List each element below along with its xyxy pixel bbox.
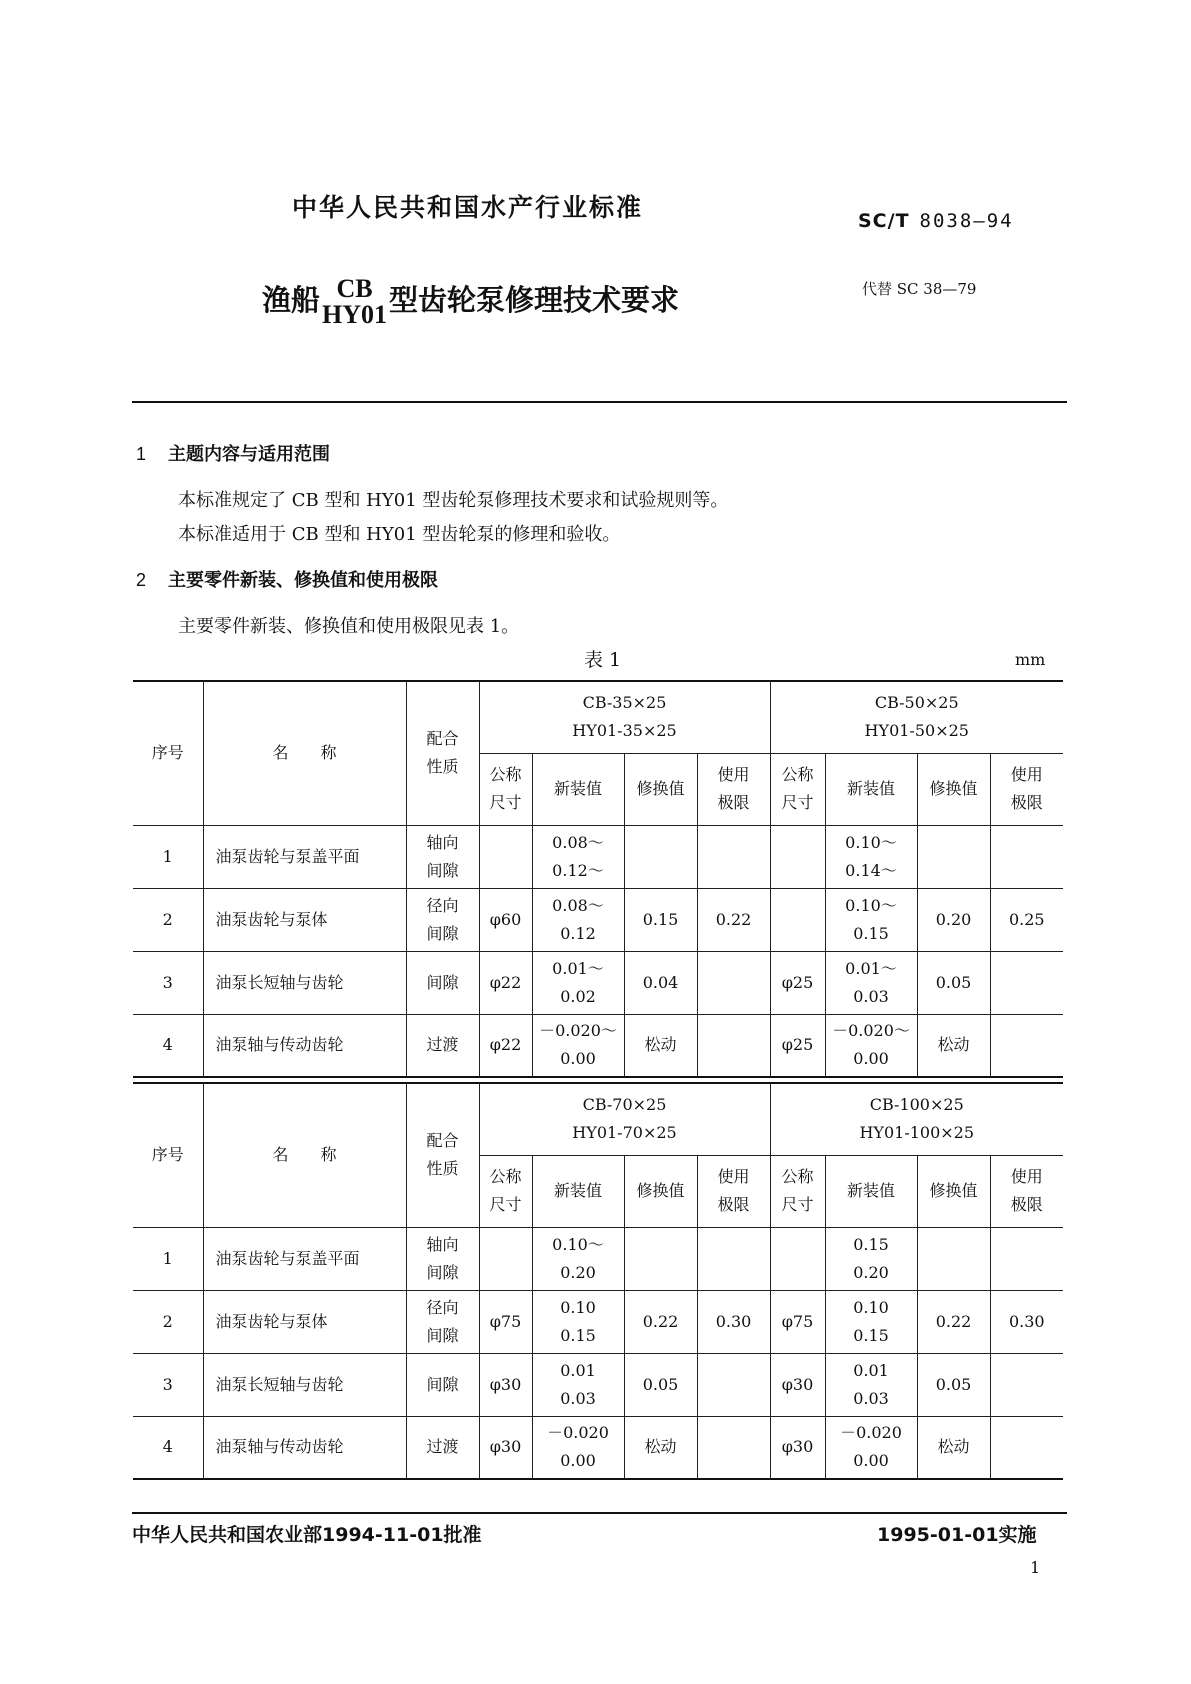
table-cell: φ30 — [770, 1353, 825, 1416]
table-cell: 油泵齿轮与泵体 — [203, 1290, 406, 1353]
table-cell — [697, 1353, 770, 1416]
table-cell: φ22 — [479, 1014, 532, 1077]
table-unit: mm — [1015, 650, 1046, 669]
table-cell — [697, 1227, 770, 1290]
subheader-cell: 修换值 — [917, 753, 990, 825]
table-cell: 0.10～ 0.14～ — [825, 825, 917, 888]
header-rule — [132, 401, 1067, 403]
title-suffix: 型齿轮泵修理技术要求 — [389, 283, 680, 317]
table-cell: 3 — [133, 951, 203, 1014]
table-block — [133, 680, 1063, 1078]
table-cell: 过渡 — [406, 1014, 479, 1077]
table-cell: 0.22 — [624, 1290, 697, 1353]
table-cell: 0.10～ 0.15 — [825, 888, 917, 951]
table-cell — [990, 951, 1063, 1014]
header-fit: 配合 性质 — [406, 681, 479, 825]
table-cell: 0.01 0.03 — [532, 1353, 624, 1416]
table-cell: 松动 — [624, 1014, 697, 1077]
table-cell: 0.15 — [624, 888, 697, 951]
table-cell: 0.30 — [697, 1290, 770, 1353]
subheader-cell: 使用 极限 — [697, 753, 770, 825]
subheader-cell: 公称 尺寸 — [479, 1155, 532, 1227]
subheader-cell: 修换值 — [917, 1155, 990, 1227]
table-cell: φ30 — [479, 1353, 532, 1416]
table-cell: 0.20 — [917, 888, 990, 951]
table-cell: 0.10 0.15 — [825, 1290, 917, 1353]
header-row — [133, 681, 1063, 753]
table-cell: 1 — [133, 1227, 203, 1290]
subheader-cell: 新装值 — [825, 753, 917, 825]
title-prefix: 渔船 — [262, 283, 321, 317]
header-seq: 序号 — [133, 1083, 203, 1227]
table-cell: －0.020～ 0.00 — [532, 1014, 624, 1077]
table-cell — [479, 1227, 532, 1290]
subheader-cell: 新装值 — [532, 753, 624, 825]
page-number: 1 — [1030, 1558, 1041, 1577]
table-cell: 2 — [133, 1290, 203, 1353]
table-row — [133, 888, 1063, 951]
table-cell: 0.05 — [917, 951, 990, 1014]
table-cell: －0.020～ 0.00 — [825, 1014, 917, 1077]
table-cell — [697, 951, 770, 1014]
paragraph: 主要零件新装、修换值和使用极限见表 1。 — [178, 616, 520, 637]
table-cell: 0.08～ 0.12 — [532, 888, 624, 951]
table-cell — [990, 1227, 1063, 1290]
table-cell: 油泵轴与传动齿轮 — [203, 1416, 406, 1479]
table-cell: 0.05 — [624, 1353, 697, 1416]
effective-date: 1995-01-01实施 — [877, 1524, 1037, 1546]
table-cell: 径向 间隙 — [406, 888, 479, 951]
table-row — [133, 951, 1063, 1014]
table-row — [133, 1227, 1063, 1290]
table-cell: φ25 — [770, 1014, 825, 1077]
document-title — [262, 276, 679, 328]
table-cell — [697, 1014, 770, 1077]
table-cell: 油泵齿轮与泵体 — [203, 888, 406, 951]
header-fit: 配合 性质 — [406, 1083, 479, 1227]
subheader-cell: 修换值 — [624, 1155, 697, 1227]
table-cell: φ75 — [479, 1290, 532, 1353]
subheader-cell: 新装值 — [825, 1155, 917, 1227]
subheader-cell: 使用 极限 — [990, 753, 1063, 825]
table-cell: 0.30 — [990, 1290, 1063, 1353]
table-cell: 轴向 间隙 — [406, 1227, 479, 1290]
table-block — [133, 1082, 1063, 1480]
paragraph: 本标准适用于 CB 型和 HY01 型齿轮泵的修理和验收。 — [178, 524, 621, 545]
table-cell — [624, 825, 697, 888]
table-cell: 油泵齿轮与泵盖平面 — [203, 1227, 406, 1290]
model-header: CB-35×25 HY01-35×25 — [479, 681, 770, 753]
model-header: CB-100×25 HY01-100×25 — [770, 1083, 1063, 1155]
table-cell — [990, 1416, 1063, 1479]
code-prefix: SC/T — [858, 210, 910, 232]
subheader-cell: 公称 尺寸 — [770, 1155, 825, 1227]
table-caption: 表 1 — [584, 649, 622, 671]
table-cell: 0.10～ 0.20 — [532, 1227, 624, 1290]
table-cell: 松动 — [917, 1416, 990, 1479]
table-cell: 0.22 — [917, 1290, 990, 1353]
header-name: 名 称 — [203, 1083, 406, 1227]
table-cell: 0.01～ 0.03 — [825, 951, 917, 1014]
subheader-cell: 公称 尺寸 — [770, 753, 825, 825]
table-cell: 0.04 — [624, 951, 697, 1014]
table-cell — [697, 1416, 770, 1479]
table-cell: 3 — [133, 1353, 203, 1416]
table-cell: 0.01～ 0.02 — [532, 951, 624, 1014]
table-cell: 4 — [133, 1416, 203, 1479]
table-cell: 0.10 0.15 — [532, 1290, 624, 1353]
table-cell: －0.020 0.00 — [532, 1416, 624, 1479]
table-row — [133, 825, 1063, 888]
table-cell: 0.25 — [990, 888, 1063, 951]
table-cell: 过渡 — [406, 1416, 479, 1479]
model-header: CB-50×25 HY01-50×25 — [770, 681, 1063, 753]
table-cell: φ30 — [479, 1416, 532, 1479]
table-cell: 0.15 0.20 — [825, 1227, 917, 1290]
table-cell: 4 — [133, 1014, 203, 1077]
table-cell: 油泵长短轴与齿轮 — [203, 951, 406, 1014]
table-cell — [624, 1227, 697, 1290]
table-cell: 轴向 间隙 — [406, 825, 479, 888]
table-row — [133, 1416, 1063, 1479]
table-cell: 油泵齿轮与泵盖平面 — [203, 825, 406, 888]
model-header: CB-70×25 HY01-70×25 — [479, 1083, 770, 1155]
subheader-cell: 使用 极限 — [990, 1155, 1063, 1227]
table-cell: 0.22 — [697, 888, 770, 951]
table-cell: 0.01 0.03 — [825, 1353, 917, 1416]
table-cell — [770, 825, 825, 888]
standard-code — [858, 210, 1014, 232]
standard-name: 中华人民共和国水产行业标准 — [292, 193, 644, 222]
code-number: 8038—94 — [919, 210, 1014, 232]
table-cell: 油泵长短轴与齿轮 — [203, 1353, 406, 1416]
section-heading-1: 1 主题内容与适用范围 — [136, 444, 330, 465]
table-cell: 2 — [133, 888, 203, 951]
table-cell: －0.020 0.00 — [825, 1416, 917, 1479]
table-cell — [479, 825, 532, 888]
header-row — [133, 1083, 1063, 1155]
title-sub: HY01 — [322, 300, 388, 329]
header-name: 名 称 — [203, 681, 406, 825]
table-cell — [990, 825, 1063, 888]
table-cell — [917, 1227, 990, 1290]
table-cell: 松动 — [624, 1416, 697, 1479]
table-cell: φ75 — [770, 1290, 825, 1353]
title-super: CB — [336, 274, 373, 303]
subheader-cell: 使用 极限 — [697, 1155, 770, 1227]
table-cell — [917, 825, 990, 888]
table-row — [133, 1014, 1063, 1077]
table-cell: 0.08～ 0.12～ — [532, 825, 624, 888]
table-cell — [770, 1227, 825, 1290]
table-cell: 松动 — [917, 1014, 990, 1077]
subheader-cell: 修换值 — [624, 753, 697, 825]
paragraph: 本标准规定了 CB 型和 HY01 型齿轮泵修理技术要求和试验规则等。 — [178, 490, 729, 511]
table-cell — [990, 1014, 1063, 1077]
table-cell: 0.05 — [917, 1353, 990, 1416]
table-cell — [990, 1353, 1063, 1416]
subheader-cell: 公称 尺寸 — [479, 753, 532, 825]
approval-date: 中华人民共和国农业部1994-11-01批准 — [132, 1524, 482, 1546]
table-cell: φ60 — [479, 888, 532, 951]
table-cell — [697, 825, 770, 888]
table-cell: 径向 间隙 — [406, 1290, 479, 1353]
table-cell: φ25 — [770, 951, 825, 1014]
header-seq: 序号 — [133, 681, 203, 825]
table-row — [133, 1353, 1063, 1416]
table-cell: 间隙 — [406, 1353, 479, 1416]
table-cell: 油泵轴与传动齿轮 — [203, 1014, 406, 1077]
subheader-cell: 新装值 — [532, 1155, 624, 1227]
section-heading-2: 2 主要零件新装、修换值和使用极限 — [136, 570, 438, 591]
replaces-note: 代替 SC 38—79 — [862, 280, 977, 298]
table-cell — [770, 888, 825, 951]
table-cell: φ30 — [770, 1416, 825, 1479]
table-cell: 1 — [133, 825, 203, 888]
table-cell: φ22 — [479, 951, 532, 1014]
table-cell: 间隙 — [406, 951, 479, 1014]
footer-rule — [132, 1512, 1067, 1514]
table-row — [133, 1290, 1063, 1353]
